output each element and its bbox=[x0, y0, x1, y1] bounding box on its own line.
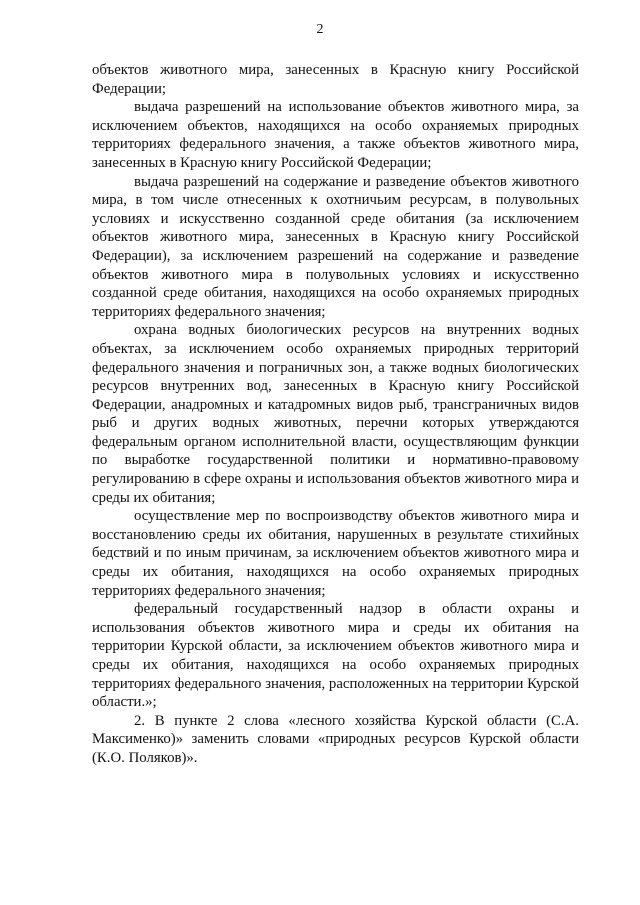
paragraph-federal-supervision: федеральный государственный надзор в области охраны и использования объектов животного мира и среды их обитания на территории Курской области, за исключением объектов животного мира и среды их обитания, находящихся на особо охраняемых природных территориях федерального значения, расположенных на территории Курской области.»; bbox=[92, 601, 579, 711]
paragraph-permits-breeding: выдача разрешений на содержание и разведение объектов животного мира, в том числе отнесенных к охотничьим ресурсам, в полувольных условиях и искусственно созданной среде обитания (за исключением объектов животного мира, занесенных в Красную книгу Российской Федерации), за исключением разрешений на содержание и разведение объектов животного мира в полувольных условиях и искусственно созданной среде обитания, находящихся на особо охраняемых природных территориях федерального значения; bbox=[92, 173, 579, 320]
paragraph-reproduction-measures: осуществление мер по воспроизводству объектов животного мира и восстановлению среды их обитания, нарушенных в результате стихийных бедствий и по иным причинам, за исключением объектов животного мира и среды их обитания, находящихся на особо охраняемых природных территориях федерального значения; bbox=[92, 508, 579, 599]
paragraph-permits-use: выдача разрешений на использование объектов животного мира, за исключением объектов, находящихся на особо охраняемых природных территориях федерального значения, а также объектов животного мира, занесенных в Красную книгу Российской Федерации; bbox=[92, 99, 579, 171]
document-body bbox=[92, 61, 579, 768]
paragraph-item-2-amendment: 2. В пункте 2 слова «лесного хозяйства Курской области (С.А. Максименко)» заменить словами «природных ресурсов Курской области (К.О. Поляков)». bbox=[92, 712, 579, 766]
page-number: 2 bbox=[316, 22, 324, 37]
paragraph-aquatic-protection: охрана водных биологических ресурсов на внутренних водных объектах, за исключением особо охраняемых природных территорий федерального значения и пограничных зон, а также водных биологических ресурсов внутренних вод, занесенных в Красную книгу Российской Федерации, анадромных и катадромных видов рыб, трансграничных видов рыб и других водных животных, перечни которых утверждаются федеральным органом исполнительной власти, осуществляющим функции по выработке государственной политики и нормативно-правовому регулированию в сфере охраны и использования объектов животного мира и среды их обитания; bbox=[92, 322, 579, 506]
paragraph-red-book-objects: объектов животного мира, занесенных в Красную книгу Российской Федерации; bbox=[92, 62, 579, 97]
